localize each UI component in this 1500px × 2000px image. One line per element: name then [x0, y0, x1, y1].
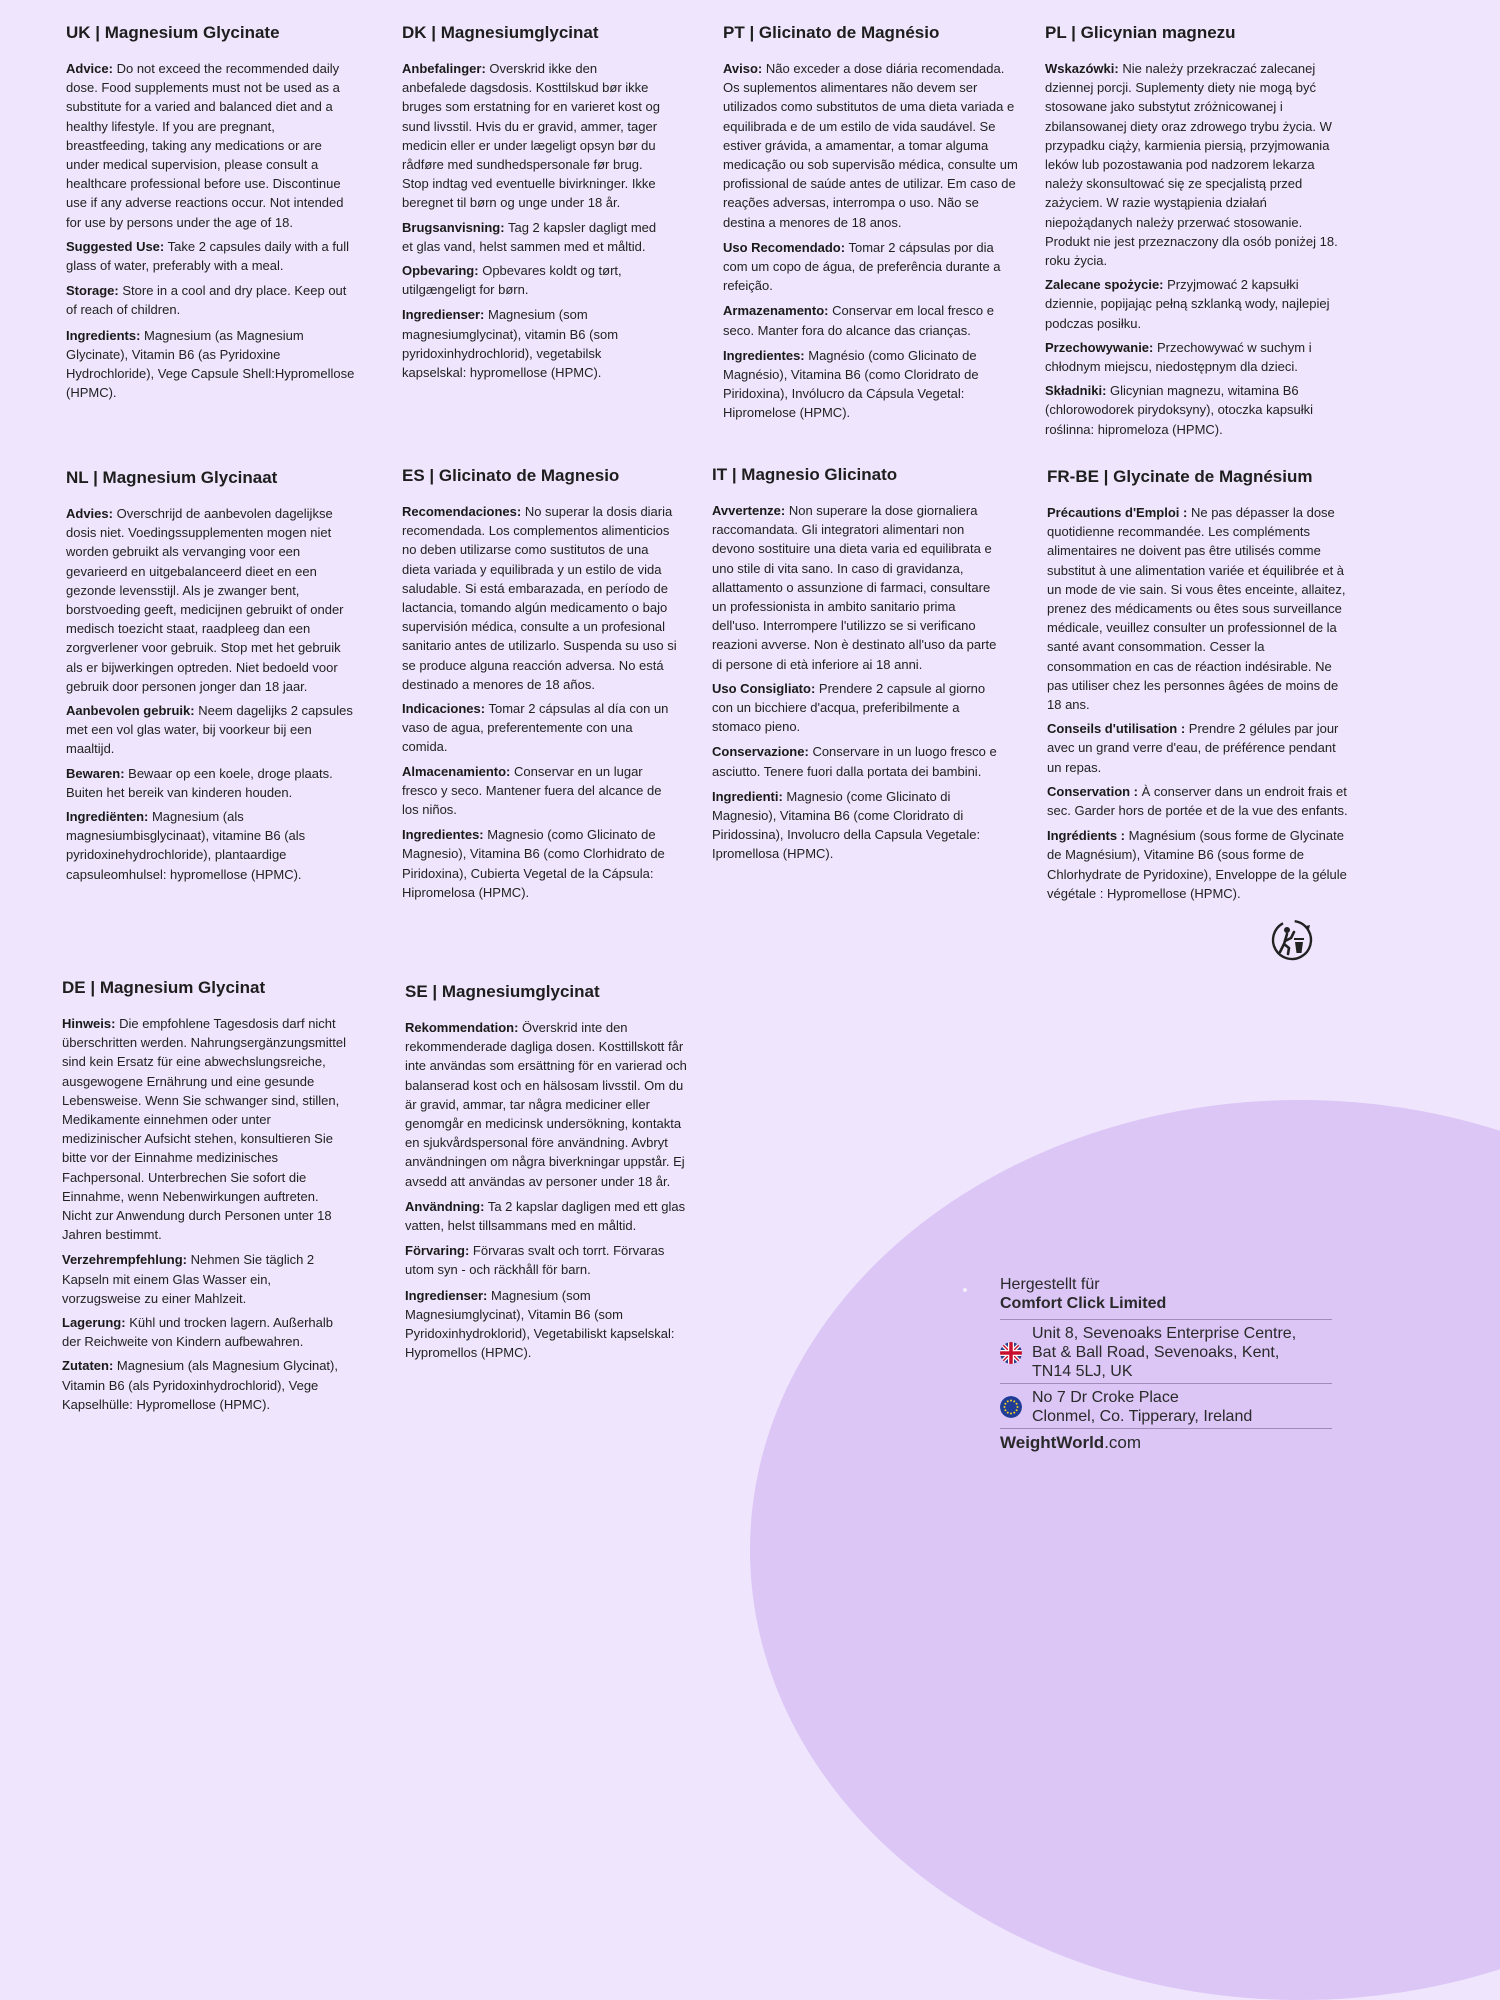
section-title: ES | Glicinato de Magnesio — [402, 466, 620, 485]
section-nl — [66, 467, 358, 889]
section-title: SE | Magnesiumglycinat — [405, 982, 600, 1001]
advice-paragraph: Wskazówki: Nie należy przekraczać zalecanej dziennej porcji. Suplementy diety nie mogą być stosowane jako substytut zróżnicowanej i zbilansowanej diety oraz zdrowego trybu życia. W przypadku ciąży, karmienia piersią, przyjmowania leków lub pozostawania pod nadzorem lekarza należy skonsultować się ze specjalistą przed zażyciem. W razie wystąpienia działań niepożądanych należy przerwać stosowanie. Produkt nie jest przeznaczony dla osób poniżej 18. roku życia. — [1045, 61, 1338, 269]
made-for-label: Hergestellt für — [1000, 1276, 1100, 1293]
ingredients-paragraph: Ingredienti: Magnesio (come Glicinato di Magnesio), Vitamina B6 (come Cloridrato di Piridossina), Involucro della Capsula Vegetale: Ipromellosa (HPMC). — [712, 788, 981, 862]
ingredients-paragraph: Ingredienser: Magnesium (som Magnesiumglycinat), Vitamin B6 (som Pyridoxinhydroklorid), Vegetabiliskt kapselskal: Hypromellos (HPMC). — [405, 1287, 675, 1361]
ingredients-paragraph: Ingrédients : Magnésium (sous forme de Glycinate de Magnésium), Vitamine B6 (sous forme de Chlorhydrate de Pyridoxine), Enveloppe de la gélule végétale : Hypromellose (HPMC). — [1047, 828, 1347, 901]
storage-paragraph: Conservazione: Conservare in un luogo fresco e asciutto. Tenere fuori dalla portata dei bambini. — [712, 744, 997, 779]
section-dk — [402, 22, 660, 387]
manufacturer-block — [1000, 1275, 1332, 1452]
ie-address: No 7 Dr Croke Place Clonmel, Co. Tipperary, Ireland — [1032, 1389, 1253, 1425]
section-title: NL | Magnesium Glycinaat — [66, 468, 278, 487]
section-title: IT | Magnesio Glicinato — [712, 465, 898, 484]
ingredients-paragraph: Składniki: Glicynian magnezu, witamina B6 (chlorowodorek pirydoksyny), otoczka kapsułki roślinna: hipromeloza (HPMC). — [1045, 383, 1314, 437]
advice-paragraph: Hinweis: Die empfohlene Tagesdosis darf nicht überschritten werden. Nahrungsergänzungsmittel sind kein Ersatz für eine abwechslungsreiche, ausgewogene Ernährung und eine gesunde Lebensweise. Wenn Sie schwanger sind, stillen, Medikamente einnehmen oder unter medizinischer Aufsicht stehen, konsultieren Sie bitte vor der Einnahme medizinisches Fachpersonal. Unterbrechen Sie sofort die Einnahme, wenn Nebenwirkungen auftreten. Nicht zur Anwendung durch Personen unter 18 Jahren bestimmt. — [62, 1016, 346, 1243]
advice-paragraph: Avvertenze: Non superare la dose giornaliera raccomandata. Gli integratori alimentari non devono sostituire una dieta varia ed equilibrata e uno stile di vita sano. In caso di gravidanza, allattamento o assunzione di farmaci, consultare un professionista in ambito sanitario prima dell'uso. Interrompere l'utilizzo se si verificano reazioni avverse. Non è destinato all'uso da parte di persone di età inferiore ai 18 anni. — [712, 503, 997, 672]
advice-paragraph: Aviso: Não exceder a dose diária recomendada. Os suplementos alimentares não devem ser utilizados como substitutos de uma dieta variada e equilibrada e de um estilo de vida saudável. Se estiver grávida, a amamentar, a tomar alguma medicação ou sob supervisão médica, consulte um profissional de saúde antes de utilizar. Em caso de reações adversas, interrompa o uso. Não se destina a menores de 18 anos. — [723, 61, 1018, 230]
company-name: Comfort Click Limited — [1000, 1295, 1167, 1312]
ingredients-paragraph: Ingredientes: Magnesio (como Glicinato de Magnesio), Vitamina B6 (como Clorhidrato de Piridoxina), Cubierta Vegetal de la Cápsula: Hipromelosa (HPMC). — [402, 827, 665, 900]
storage-paragraph: Przechowywanie: Przechowywać w suchym i chłodnym miejscu, niedostępnym dla dzieci. — [1045, 339, 1312, 375]
advice-paragraph: Advice: Do not exceed the recommended daily dose. Food supplements must not be used as a substitute for a varied and balanced diet and a healthy lifestyle. If you are pregnant, breastfeeding, taking any medications or are under medical supervision, please consult a healthcare professional before use. Discontinue use if any adverse reactions occur. Not intended for use by persons under the age of 18. — [66, 61, 344, 230]
section-pt — [723, 22, 1021, 428]
section-fr-be — [1047, 466, 1349, 908]
storage-paragraph: Conservation : À conserver dans un endroit frais et sec. Garder hors de portée et de la vue des enfants. — [1047, 783, 1348, 819]
advice-paragraph: Advies: Overschrijd de aanbevolen dagelijkse dosis niet. Voedingssupplementen mogen niet worden gebruikt als vervanging voor een gevarieerd en uitgebalanceerd dieet en een gezonde levensstijl. Als je zwanger bent, borstvoeding geeft, medicijnen gebruikt of onder medisch toezicht staat, raadpleeg dan een zorgverlener voor gebruik. Stop met het gebruik als er bijwerkingen optreden. Niet bedoeld voor gebruik door personen jonger dan 18 jaar. — [66, 506, 344, 694]
storage-paragraph: Bewaren: Bewaar op een koele, droge plaats. Buiten het bereik van kinderen houden. — [66, 765, 333, 800]
uk-address: Unit 8, Sevenoaks Enterprise Centre, Bat & Ball Road, Sevenoaks, Kent, TN14 5LJ, UK — [1032, 1325, 1297, 1380]
section-it — [712, 464, 997, 869]
storage-paragraph: Opbevaring: Opbevares koldt og tørt, utilgængeligt for børn. — [402, 263, 622, 298]
section-title: UK | Magnesium Glycinate — [66, 23, 280, 42]
storage-paragraph: Storage: Store in a cool and dry place. Keep out of reach of children. — [66, 283, 347, 318]
advice-paragraph: Recomendaciones: No superar la dosis diaria recomendada. Los complementos alimenticios no deben utilizarse como sustitutos de una dieta variada y equilibrada y un estilo de vida saludable. Si está embarazada, en período de lactancia, tomando algún medicamento o bajo supervisión médica, consulte a un profesional sanitario antes de utilizarlo. Suspenda su uso si se produce alguna reacción adversa. No está destinado a menores de 18 años. — [402, 504, 677, 692]
uk-flag-icon — [1000, 1342, 1022, 1364]
use-paragraph: Brugsanvisning: Tag 2 kapsler dagligt med et glas vand, helst sammen med et måltid. — [402, 219, 657, 254]
use-paragraph: Uso Consigliato: Prendere 2 capsule al giorno con un bicchiere d'acqua, preferibilmente a stomaco pieno. — [712, 680, 986, 735]
ingredients-paragraph: Ingredienser: Magnesium (som magnesiumglycinat), vitamin B6 (som pyridoxinhydrochlorid), vegetabilsk kapselskal: hypromellose (HPMC). — [402, 307, 619, 381]
section-title: DK | Magnesiumglycinat — [402, 23, 599, 42]
section-se — [405, 981, 689, 1367]
use-paragraph: Zalecane spożycie: Przyjmować 2 kapsułki dziennie, popijając pełną szklanką wody, najlepiej podczas posiłku. — [1045, 277, 1330, 331]
advice-paragraph: Anbefalinger: Overskrid ikke den anbefalede dagsdosis. Kosttilskud bør ikke bruges som erstatning for en varieret kost og sund livsstil. Hvis du er gravid, ammer, tager medicin eller er under lægeligt opsyn bør du rådføre med sundhedspersonale før brug. Stop indtag ved eventuelle bivirkninger. Ikke beregnet til børn og unge under 18 år. — [402, 61, 660, 211]
use-paragraph: Aanbevolen gebruik: Neem dagelijks 2 capsules met een vol glas water, bij voorkeur bij een maaltijd. — [66, 703, 353, 757]
use-paragraph: Indicaciones: Tomar 2 cápsulas al día con un vaso de agua, preferentemente con una comida. — [402, 701, 669, 755]
use-paragraph: Användning: Ta 2 kapslar dagligen med ett glas vatten, helst tillsammans med en måltid. — [405, 1198, 686, 1234]
section-uk — [66, 22, 358, 407]
eu-flag-icon — [1000, 1396, 1022, 1418]
advice-paragraph: Rekommendation: Överskrid inte den rekommenderade dagliga dosen. Kosttillskott får inte användas som ersättning för en varierad och balanserad kost och en hälsosam livsstil. Om du är gravid, ammar, tar några mediciner eller genomgår en medicinsk undersökning, kontakta en sjukvårdspersonal före användning. Avbryt användningen om några biverkningar uppstår. Ej avsedd att användas av personer under 18 år. — [405, 1020, 687, 1189]
advice-paragraph: Précautions d'Emploi : Ne pas dépasser la dose quotidienne recommandée. Les compléments alimentaires ne doivent pas être utilisés comme substitut à une alimentation variée et équilibrée et à un mode de vie sain. Si vous êtes enceinte, allaitez, prenez des médicaments ou êtes sous surveillance médicale, veuillez consulter un professionnel de la santé avant consommation. Cesser la consommation en cas de réaction indésirable. Ne pas utiliser chez les personnes âgées de moins de 18 ans. — [1047, 505, 1346, 713]
sparkle-dot — [963, 1288, 967, 1292]
ingredients-paragraph: Zutaten: Magnesium (als Magnesium Glycinat), Vitamin B6 (als Pyridoxinhydrochlorid), Vege Kapselhülle: Hypromellose (HPMC). — [62, 1358, 338, 1412]
decorative-circle — [750, 1100, 1500, 2000]
storage-paragraph: Almacenamiento: Conservar en un lugar fresco y seco. Mantener fuera del alcance de los niños. — [402, 763, 662, 818]
ingredients-paragraph: Ingredientes: Magnésio (como Glicinato de Magnésio), Vitamina B6 (como Cloridrato de Piridoxina), Invólucro da Cápsula Vegetal: Hipromelose (HPMC). — [723, 347, 979, 421]
section-title: PT | Glicinato de Magnésio — [723, 23, 940, 42]
section-title: FR-BE | Glycinate de Magnésium — [1047, 467, 1313, 486]
section-title: DE | Magnesium Glycinat — [62, 978, 266, 997]
use-paragraph: Conseils d'utilisation : Prendre 2 gélules par jour avec un grand verre d'eau, de préférence pendant un repas. — [1047, 721, 1339, 775]
recycle-person-bin-icon — [1270, 918, 1314, 962]
ingredients-paragraph: Ingrediënten: Magnesium (als magnesiumbisglycinaat), vitamine B6 (als pyridoxinehydrochloride), plantaardige capsuleomhulsel: hypromellose (HPMC). — [66, 809, 306, 882]
section-pl — [1045, 22, 1343, 444]
storage-paragraph: Lagerung: Kühl und trocken lagern. Außerhalb der Reichweite von Kindern aufbewahren. — [62, 1315, 333, 1350]
website[interactable]: WeightWorld.com — [1000, 1428, 1332, 1452]
section-title: PL | Glicynian magnezu — [1045, 23, 1236, 42]
section-de — [62, 977, 348, 1419]
uk-address-row — [1000, 1319, 1332, 1383]
section-es — [402, 465, 677, 907]
storage-paragraph: Armazenamento: Conservar em local fresco e seco. Manter fora do alcance das crianças. — [723, 303, 994, 338]
storage-paragraph: Förvaring: Förvaras svalt och torrt. Förvaras utom syn - och räckhåll för barn. — [405, 1243, 665, 1278]
use-paragraph: Suggested Use: Take 2 capsules daily with a full glass of water, preferably with a meal. — [66, 238, 350, 274]
use-paragraph: Verzehrempfehlung: Nehmen Sie täglich 2 Kapseln mit einem Glas Wasser ein, vorzugsweise zu einer Mahlzeit. — [62, 1252, 315, 1306]
ie-address-row — [1000, 1383, 1332, 1428]
use-paragraph: Uso Recomendado: Tomar 2 cápsulas por dia com um copo de água, de preferência durante a refeição. — [723, 239, 1001, 294]
ingredients-paragraph: Ingredients: Magnesium (as Magnesium Glycinate), Vitamin B6 (as Pyridoxine Hydrochloride), Vege Capsule Shell:Hypromellose (HPMC). — [66, 327, 355, 401]
